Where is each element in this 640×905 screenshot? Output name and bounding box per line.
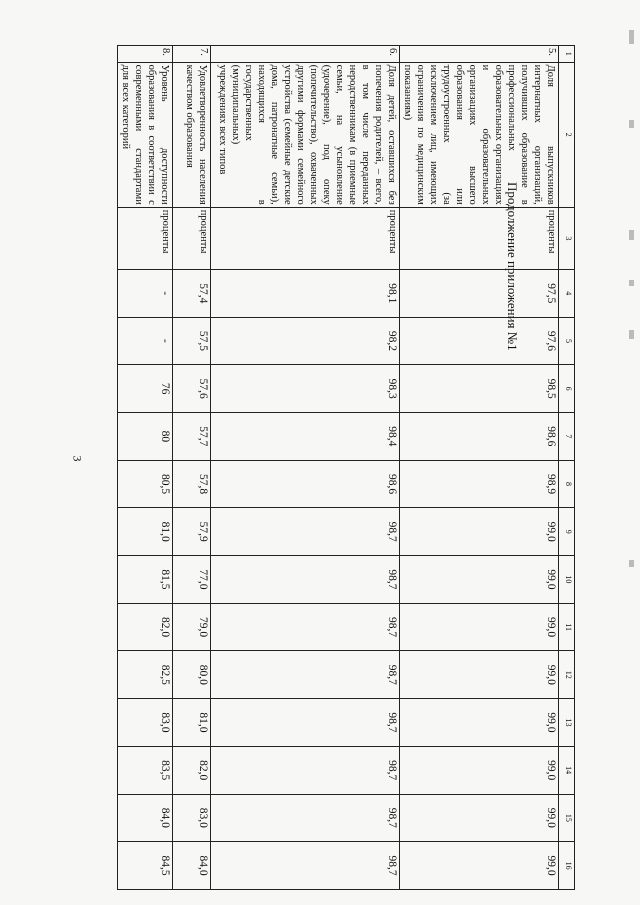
value-cell: 57,9 <box>173 508 211 556</box>
header-cell: 12 <box>559 651 575 699</box>
value-cell: 98,4 <box>211 413 400 461</box>
indicator-description: Доля детей, оставшихся без попечения родителей, – всего, в том числе переданных неродственникам (в приемные семьи, на усыновление (удочерение), под опеку (попечительство), охваченных другими формами семейного устройства (семейные детские дома, патронатные семьи), находящихся в государственных (муниципальных) учреждениях всех типов <box>211 62 400 207</box>
value-cell: 82,5 <box>118 651 173 699</box>
header-cell: 6 <box>559 365 575 413</box>
header-cell: 16 <box>559 842 575 890</box>
value-cell: 80 <box>118 413 173 461</box>
rotated-table-container <box>95 45 575 890</box>
value-cell: 81,0 <box>118 508 173 556</box>
scan-mark <box>629 330 634 339</box>
header-cell: 1 <box>559 46 575 63</box>
value-cell: 98,7 <box>211 603 400 651</box>
header-cell: 11 <box>559 603 575 651</box>
value-cell: 98,7 <box>211 699 400 747</box>
value-cell: 99,0 <box>400 651 559 699</box>
value-cell: - <box>118 269 173 317</box>
row-number: 8. <box>118 46 173 63</box>
scan-mark <box>629 560 634 567</box>
scan-mark <box>629 120 634 128</box>
value-cell: 98,3 <box>211 365 400 413</box>
value-cell: 99,0 <box>400 842 559 890</box>
table-header-row <box>559 46 575 890</box>
row-number: 7. <box>173 46 211 63</box>
value-cell: 84,5 <box>118 842 173 890</box>
value-cell: 99,0 <box>400 746 559 794</box>
value-cell: 98,7 <box>211 746 400 794</box>
value-cell: 82,0 <box>173 746 211 794</box>
indicator-description: Уровень доступности образования в соответствии с современными стандартами для всех категорий <box>118 62 173 207</box>
value-cell: 98,1 <box>211 269 400 317</box>
value-cell: 76 <box>118 365 173 413</box>
header-cell: 9 <box>559 508 575 556</box>
value-cell: - <box>118 317 173 365</box>
value-cell: 98,5 <box>400 365 559 413</box>
value-cell: 98,7 <box>211 651 400 699</box>
value-cell: 82,0 <box>118 603 173 651</box>
value-cell: 98,7 <box>211 842 400 890</box>
header-cell: 15 <box>559 794 575 842</box>
value-cell: 77,0 <box>173 556 211 604</box>
header-cell: 10 <box>559 556 575 604</box>
value-cell: 99,0 <box>400 508 559 556</box>
value-cell: 98,7 <box>211 508 400 556</box>
indicator-table <box>117 45 575 890</box>
scan-mark <box>629 230 634 240</box>
page-number: 3 <box>70 455 85 462</box>
unit-cell: проценты <box>211 207 400 269</box>
row-number: 6. <box>211 46 400 63</box>
value-cell: 99,0 <box>400 556 559 604</box>
value-cell: 79,0 <box>173 603 211 651</box>
value-cell: 83,0 <box>118 699 173 747</box>
value-cell: 81,5 <box>118 556 173 604</box>
indicator-description: Удовлетворенность населения качеством образования <box>173 62 211 207</box>
header-cell: 14 <box>559 746 575 794</box>
table-row <box>211 46 400 890</box>
value-cell: 81,0 <box>173 699 211 747</box>
header-cell: 7 <box>559 413 575 461</box>
value-cell: 83,5 <box>118 746 173 794</box>
unit-cell: проценты <box>400 207 559 269</box>
table-row <box>173 46 211 890</box>
header-cell: 8 <box>559 460 575 508</box>
value-cell: 57,4 <box>173 269 211 317</box>
value-cell: 80,5 <box>118 460 173 508</box>
value-cell: 84,0 <box>173 842 211 890</box>
value-cell: 57,5 <box>173 317 211 365</box>
header-cell: 2 <box>559 62 575 207</box>
value-cell: 97,6 <box>400 317 559 365</box>
unit-cell: проценты <box>173 207 211 269</box>
value-cell: 98,6 <box>211 460 400 508</box>
unit-cell: проценты <box>118 207 173 269</box>
scan-edge-marks <box>626 0 638 905</box>
value-cell: 99,0 <box>400 699 559 747</box>
value-cell: 84,0 <box>118 794 173 842</box>
value-cell: 97,5 <box>400 269 559 317</box>
header-cell: 4 <box>559 269 575 317</box>
header-cell: 13 <box>559 699 575 747</box>
scan-mark <box>629 30 634 44</box>
value-cell: 57,6 <box>173 365 211 413</box>
value-cell: 98,6 <box>400 413 559 461</box>
value-cell: 98,7 <box>211 556 400 604</box>
table-row <box>118 46 173 890</box>
header-cell: 3 <box>559 207 575 269</box>
continuation-title: Продолжение приложения №1 <box>505 182 520 351</box>
value-cell: 98,9 <box>400 460 559 508</box>
value-cell: 98,2 <box>211 317 400 365</box>
table-row <box>400 46 559 890</box>
scan-mark <box>629 280 634 286</box>
value-cell: 99,0 <box>400 603 559 651</box>
value-cell: 83,0 <box>173 794 211 842</box>
value-cell: 98,7 <box>211 794 400 842</box>
value-cell: 80,0 <box>173 651 211 699</box>
header-cell: 5 <box>559 317 575 365</box>
value-cell: 57,8 <box>173 460 211 508</box>
value-cell: 99,0 <box>400 794 559 842</box>
indicator-description: Доля выпускников интернатных организаций, получивших образование в профессиональных образовательных организациях и образовательных организациях высшего образования или трудоустроенных (за исключением лиц, имеющих ограничения по медицинским показаниям) <box>400 62 559 207</box>
row-number: 5. <box>400 46 559 63</box>
value-cell: 57,7 <box>173 413 211 461</box>
